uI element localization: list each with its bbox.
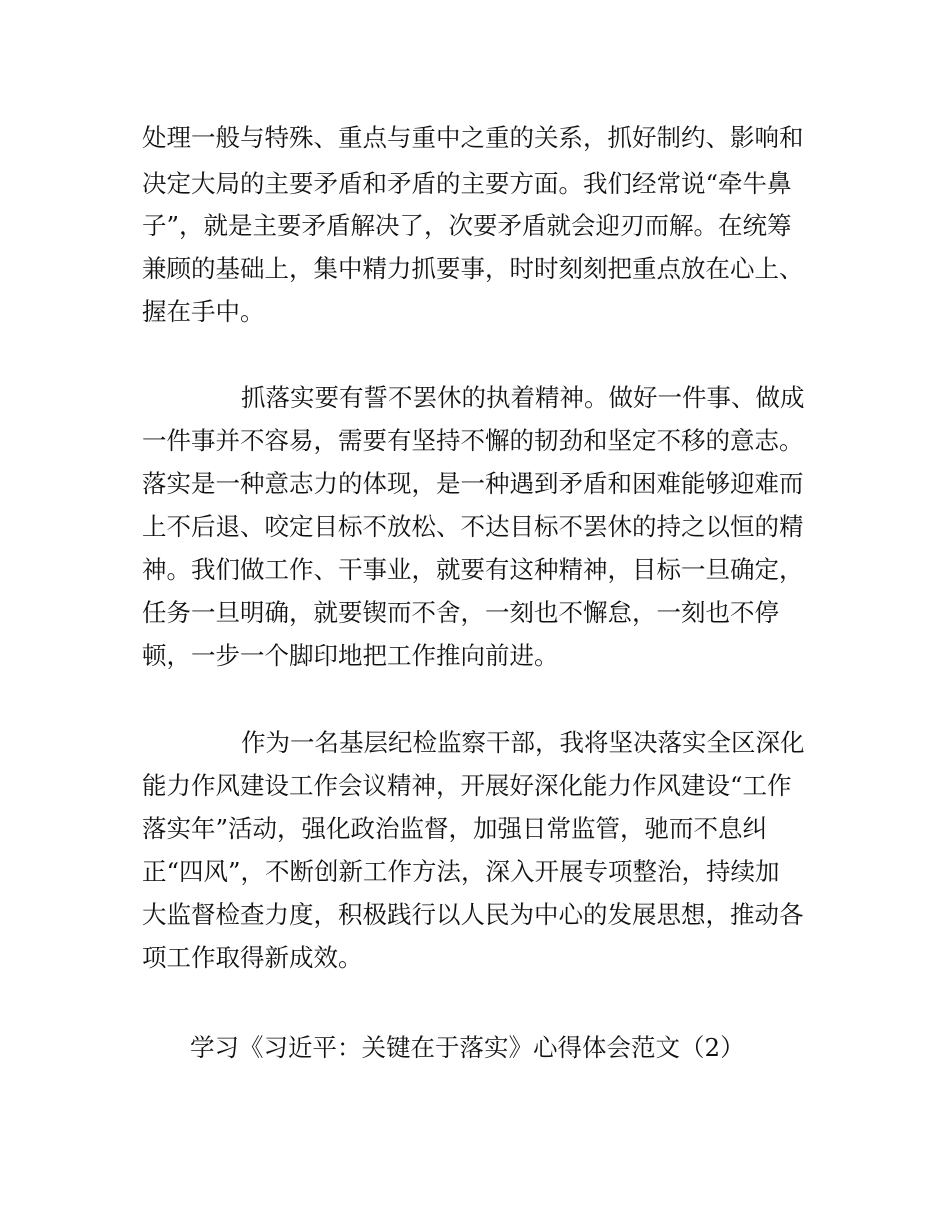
paragraph-line: 兼顾的基础上，集中精力抓要事，时时刻刻把重点放在心上、 (142, 254, 804, 283)
paragraph-line: 正“四风”，不断创新工作方法，深入开展专项整治，持续加 (142, 857, 780, 886)
paragraph-line: 握在手中。 (142, 297, 265, 326)
paragraph-line: 一件事并不容易，需要有坚持不懈的韧劲和坚定不移的意志。 (142, 426, 804, 455)
paragraph-line: 上不后退、咬定目标不放松、不达目标不罢休的持之以恒的精 (142, 512, 804, 541)
paragraph-line: 神。我们做工作、干事业，就要有这种精神，目标一旦确定， (142, 555, 804, 584)
section-title: 学习《习近平：关键在于落实》心得体会范文（2） (190, 1033, 745, 1062)
paragraph-line: 大监督检查力度，积极践行以人民为中心的发展思想，推动各 (142, 900, 804, 929)
paragraph-line: 抓落实要有誓不罢休的执着精神。做好一件事、做成 (241, 383, 805, 412)
paragraph-line: 落实年”活动，强化政治监督，加强日常监管，驰而不息纠 (142, 814, 768, 843)
paragraph-line: 决定大局的主要矛盾和矛盾的主要方面。我们经常说“牵牛鼻 (142, 169, 792, 198)
paragraph-line: 能力作风建设工作会议精神，开展好深化能力作风建设“工作 (142, 771, 792, 800)
paragraph-line: 顿，一步一个脚印地把工作推向前进。 (142, 641, 559, 670)
paragraph-line: 项工作取得新成效。 (142, 943, 363, 972)
paragraph-line: 落实是一种意志力的体现，是一种遇到矛盾和困难能够迎难而 (142, 469, 804, 498)
paragraph-line: 作为一名基层纪检监察干部，我将坚决落实全区深化 (241, 728, 805, 757)
paragraph-line: 处理一般与特殊、重点与重中之重的关系，抓好制约、影响和 (142, 123, 804, 152)
paragraph-line: 任务一旦明确，就要锲而不舍，一刻也不懈怠，一刻也不停 (142, 598, 779, 627)
paragraph-line: 子”，就是主要矛盾解决了，次要矛盾就会迎刃而解。在统筹 (142, 211, 792, 240)
